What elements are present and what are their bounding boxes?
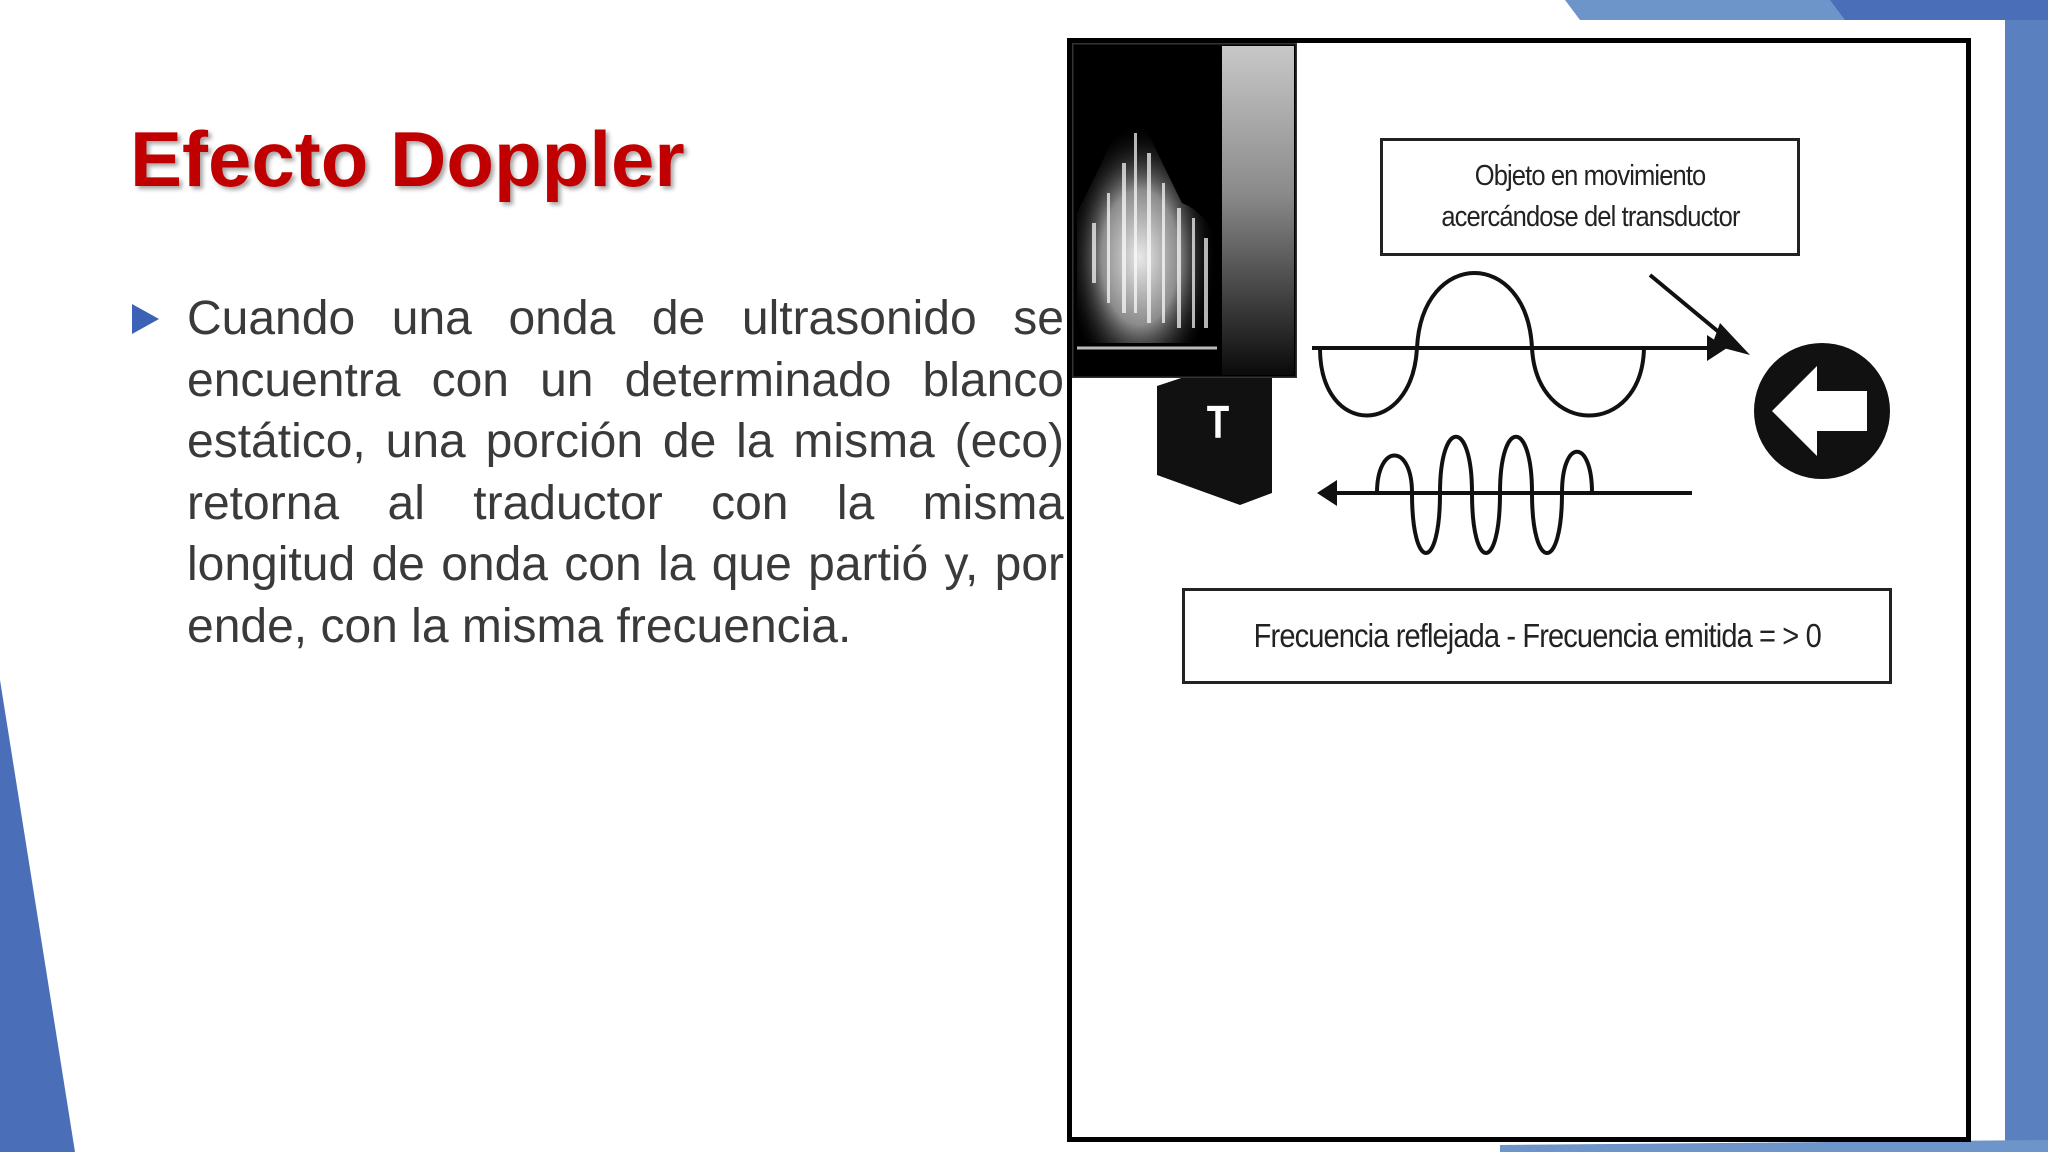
bullet-arrow-icon — [132, 304, 159, 334]
bullet-item — [132, 288, 1064, 657]
emitted-wave — [1320, 273, 1644, 416]
right-edge-accent-shape — [2005, 20, 2048, 1152]
frequency-equation: Frecuencia reflejada - Frecuencia emitida = > 0 — [1253, 617, 1821, 654]
doppler-spectrogram-image — [1072, 43, 1297, 378]
doppler-diagram — [1067, 38, 1971, 1142]
left-edge-accent-shape — [0, 680, 75, 1152]
top-right-accent-shape-dark — [1830, 0, 2048, 20]
reflected-wave-arrowhead — [1317, 480, 1337, 506]
moving-object-label-line2: acercándose del transductor — [1440, 201, 1740, 233]
frequency-equation-box — [1182, 588, 1892, 684]
grayscale-bar — [1222, 46, 1294, 375]
slide-title: Efecto Doppler — [130, 115, 685, 203]
moving-object-label-line1: Objeto en movimiento — [1474, 160, 1706, 192]
moving-object-label — [1380, 138, 1800, 256]
bullet-text: Cuando una onda de ultrasonido se encuentra con un determinado blanco estático, una porción de la misma (eco) retorna al traductor con la misma longitud de onda con la que partió y, por ende, con la misma frecuencia. — [187, 292, 1064, 653]
transducer-label: T — [1206, 396, 1230, 448]
